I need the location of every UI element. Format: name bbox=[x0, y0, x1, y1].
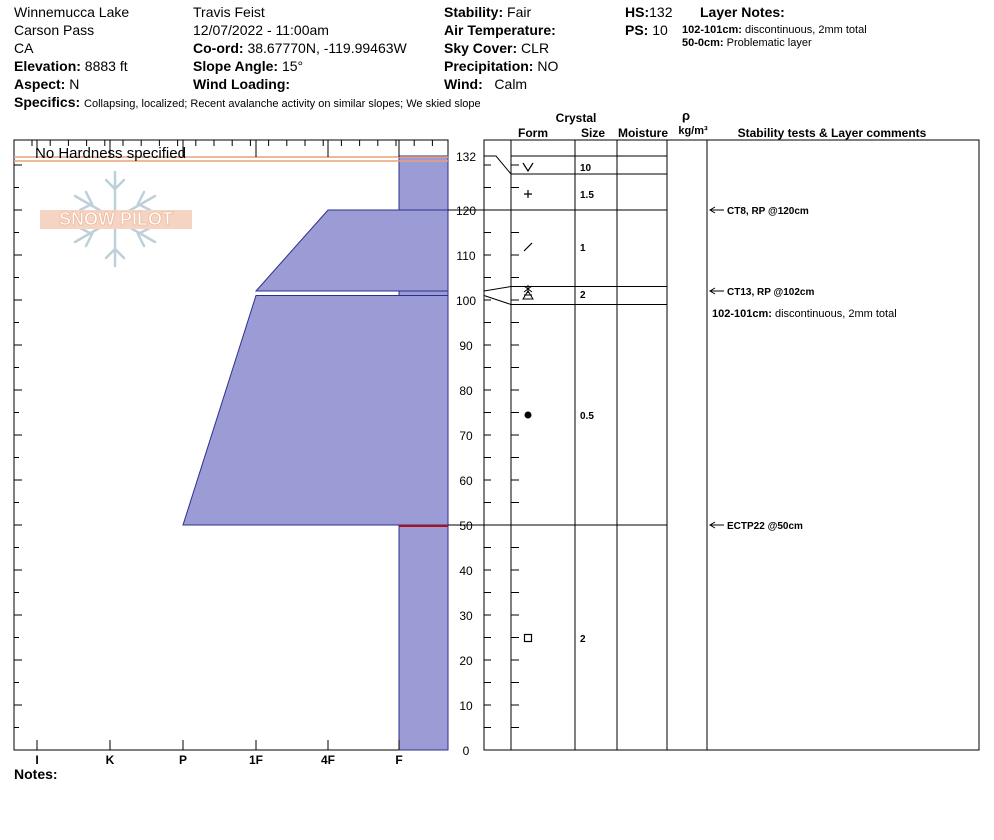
layer-comment bbox=[712, 308, 897, 320]
layer-row bbox=[524, 190, 594, 201]
hardness-layer-2 bbox=[256, 210, 448, 291]
stability-value: Fair bbox=[507, 4, 532, 20]
wind-loading-label: Wind Loading: bbox=[193, 76, 291, 92]
layer-row bbox=[523, 163, 592, 174]
sky-value: CLR bbox=[521, 40, 550, 56]
height-tick-label: 120 bbox=[455, 204, 477, 218]
height-tick-label: 0 bbox=[462, 744, 470, 758]
logo-text: SNOW PILOT bbox=[59, 209, 173, 229]
layer-row bbox=[525, 411, 595, 422]
wind-label: Wind: bbox=[444, 76, 483, 92]
layer-note-2-range: 50-0cm: bbox=[682, 37, 724, 49]
hs-value: 132 bbox=[649, 4, 673, 20]
stability-test-label: CT13, RP @102cm bbox=[727, 287, 815, 298]
height-tick-label: 60 bbox=[459, 474, 473, 488]
hardness-layer-4 bbox=[183, 296, 448, 526]
specifics-label: Specifics: bbox=[14, 94, 81, 110]
height-tick-label: 90 bbox=[459, 339, 473, 353]
elevation-value: 8883 ft bbox=[84, 58, 128, 74]
stability-test bbox=[710, 287, 814, 298]
ps-label: PS: bbox=[625, 22, 649, 38]
coord-label: Co-ord: bbox=[193, 40, 244, 56]
stability-test bbox=[710, 206, 809, 217]
precip-label: Precipitation: bbox=[444, 58, 534, 74]
crystal-size: 2 bbox=[580, 634, 586, 645]
chart-title: No Hardness specified bbox=[35, 145, 186, 162]
location-name: Winnemucca Lake bbox=[14, 4, 130, 20]
form-header: Form bbox=[518, 126, 548, 140]
layer-table bbox=[448, 156, 667, 645]
hardness-tick-label: F bbox=[395, 753, 403, 767]
notes-label: Notes: bbox=[14, 766, 58, 782]
aspect-value: N bbox=[69, 76, 80, 92]
layer-row bbox=[524, 243, 586, 254]
faceted-crystals-icon bbox=[525, 635, 532, 642]
crystal-size: 2 bbox=[580, 290, 586, 301]
height-tick-label: 40 bbox=[459, 564, 473, 578]
state-name: CA bbox=[14, 40, 34, 56]
crystal-size: 10 bbox=[580, 163, 592, 174]
crystal-size: 1.5 bbox=[580, 190, 594, 201]
stability-test bbox=[710, 521, 803, 532]
rounded-grains-icon bbox=[525, 412, 532, 419]
aspect-label: Aspect: bbox=[14, 76, 66, 92]
stability-test-label: CT8, RP @120cm bbox=[727, 206, 809, 217]
height-tick-label: 100 bbox=[455, 294, 477, 308]
surface-hoar-icon bbox=[523, 163, 533, 171]
hardness-layer-3 bbox=[399, 291, 448, 296]
elevation-label: Elevation: bbox=[14, 58, 81, 74]
height-tick-label: 80 bbox=[459, 384, 473, 398]
crystal-size: 1 bbox=[580, 243, 586, 254]
stability-test-label: ECTP22 @50cm bbox=[727, 521, 803, 532]
hardness-tick-label: 1F bbox=[248, 753, 264, 767]
hardness-profile bbox=[183, 156, 448, 750]
stability-label: Stability: bbox=[444, 4, 504, 20]
hardness-tick-label: P bbox=[178, 753, 188, 767]
height-tick-label: 132 bbox=[455, 150, 477, 164]
faceted-mixed-icon bbox=[523, 285, 533, 299]
height-tick-label: 110 bbox=[456, 249, 476, 263]
hardness-tick-label: K bbox=[105, 753, 115, 767]
height-tick-label: 70 bbox=[459, 429, 473, 443]
moisture-header: Moisture bbox=[617, 126, 669, 140]
layer-connector bbox=[484, 287, 511, 292]
layer-row bbox=[525, 634, 587, 645]
stability-tests bbox=[710, 206, 814, 532]
height-tick-label: 50 bbox=[459, 519, 473, 533]
layer-note-2-text: Problematic layer bbox=[726, 37, 812, 49]
layer-comment-range: 102-101cm: bbox=[712, 308, 772, 320]
air-temp-label: Air Temperature: bbox=[444, 22, 556, 38]
stability-header: Stability tests & Layer comments bbox=[737, 126, 927, 140]
specifics-value: Collapsing, localized; Recent avalanche activity on similar slopes; We skied slope bbox=[84, 98, 481, 110]
crystal-size: 0.5 bbox=[580, 411, 594, 422]
density-unit: kg/m³ bbox=[678, 125, 708, 137]
observer-name: Travis Feist bbox=[193, 4, 265, 20]
layer-row bbox=[523, 285, 586, 301]
height-tick-label: 30 bbox=[459, 609, 473, 623]
hs-label: HS: bbox=[625, 4, 650, 20]
layer-comment-text: discontinuous, 2mm total bbox=[775, 308, 897, 320]
decomposing-fragmented-icon bbox=[524, 243, 532, 251]
area-name: Carson Pass bbox=[14, 22, 95, 38]
layer-table-frame bbox=[484, 140, 979, 750]
layer-note-1-text: discontinuous, 2mm total bbox=[745, 24, 867, 36]
crystal-header: Crystal bbox=[555, 111, 597, 125]
observation-datetime: 12/07/2022 - 11:00am bbox=[193, 22, 329, 38]
height-tick-label: 10 bbox=[459, 699, 473, 713]
wind-value: Calm bbox=[494, 76, 528, 92]
hardness-layer-5 bbox=[399, 525, 448, 750]
ps-value: 10 bbox=[652, 22, 668, 38]
precipitation-particles-icon bbox=[524, 190, 532, 198]
sky-label: Sky Cover: bbox=[444, 40, 518, 56]
slope-value: 15° bbox=[281, 58, 304, 74]
density-symbol: ρ bbox=[681, 108, 691, 123]
snowpilot-logo bbox=[40, 172, 192, 266]
layer-note-1-range: 102-101cm: bbox=[682, 24, 742, 36]
hardness-tick-label: I bbox=[35, 753, 39, 767]
coord-value: 38.67770N, -119.99463W bbox=[247, 40, 407, 56]
slope-label: Slope Angle: bbox=[193, 58, 279, 74]
precip-value: NO bbox=[537, 58, 559, 74]
height-tick-label: 20 bbox=[459, 654, 473, 668]
hardness-layer-1 bbox=[399, 156, 448, 210]
hardness-tick-label: 4F bbox=[320, 753, 336, 767]
layer-notes-label: Layer Notes: bbox=[700, 4, 785, 20]
size-header: Size bbox=[580, 126, 606, 140]
